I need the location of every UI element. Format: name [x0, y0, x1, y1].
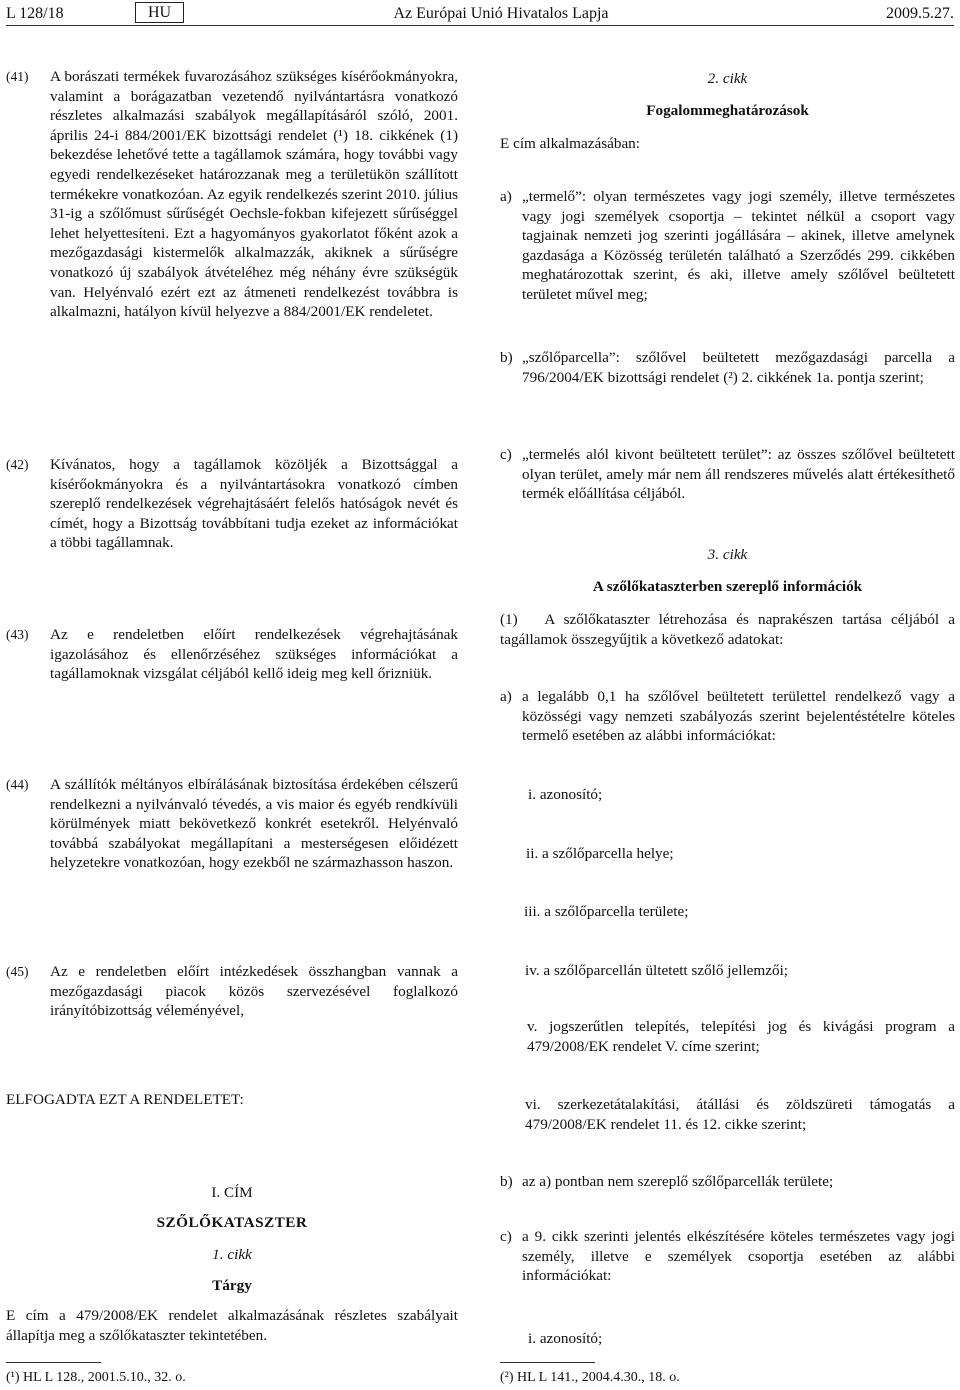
article-1-text: E cím a 479/2008/EK rendelet alkalmazásának részletes szabályait állapítja meg a szőlőkataszter tekintetében. [6, 1307, 458, 1344]
recital-44 [6, 775, 458, 873]
recital-text: Kívánatos, hogy a tagállamok közöljék a Bizottsággal a kísérőokmányokra és a nyilvántartásokra vonatkozó címben szereplő rendelkezések végrehajtásáért felelős hatóságok nevét és címét, hogy a Bizottság továbbítani tudja ezeket az információkat a többi tagállamnak. [50, 456, 458, 552]
subitem-vi [525, 1095, 955, 1134]
article-1-number: 1. cikk [212, 1246, 252, 1263]
subitem-text: vi. szerkezetátalakítási, átállási és zöldszüreti támogatás a 479/2008/EK rendelet 11. és 12. cikke szerint; [525, 1096, 955, 1133]
article-3-title: A szőlőkataszterben szereplő információk [592, 578, 863, 595]
article-2-title: Fogalommeghatározások [646, 102, 809, 119]
recital-41 [6, 67, 458, 322]
subitem-iv: iv. a szőlőparcellán ültetett szőlő jellemzői; [525, 962, 789, 979]
title-name: SZŐLŐKATASZTER [156, 1214, 308, 1231]
subitem-ii: ii. a szőlőparcella helye; [526, 845, 674, 862]
footnote-divider [6, 1362, 101, 1363]
subitem-v [527, 1017, 955, 1056]
definition-b [500, 348, 955, 387]
header-divider [6, 25, 954, 26]
recital-number: (42) [6, 457, 29, 472]
language-badge: HU [135, 2, 184, 23]
article-3-number: 3. cikk [707, 546, 748, 563]
publication-date: 2009.5.27. [886, 5, 954, 22]
recital-number: (41) [6, 69, 29, 84]
article-1-title: Tárgy [212, 1277, 252, 1294]
footnote-1: (¹) HL L 128., 2001.5.10., 32. o. [6, 1370, 186, 1385]
article-3-item-a [500, 687, 955, 746]
recital-45 [6, 962, 458, 1021]
c-subitem-i: i. azonosító; [528, 1330, 603, 1347]
footnote-divider [500, 1362, 595, 1363]
page-reference: L 128/18 [6, 5, 64, 22]
journal-title: Az Európai Unió Hivatalos Lapja [393, 5, 609, 22]
item-text: „szőlőparcella”: szőlővel beültetett mezőgazdasági parcella a 796/2004/EK bizottsági rendelet (²) 2. cikkének 1a. pontja szerint; [522, 349, 955, 386]
title-number: I. CÍM [211, 1184, 253, 1201]
item-text: a legalább 0,1 ha szőlővel beültetett területtel rendelkező vagy a közösségi vagy nemzeti szabályozás szerint bejelentéstételre köteles termelő esetében az alábbi információkat: [522, 688, 955, 745]
item-label: a) [500, 688, 512, 705]
definition-c [500, 445, 955, 504]
recital-number: (44) [6, 777, 29, 792]
item-text: „termelés alól kivont beültetett terület”: az összes szőlővel beültetett olyan terület, amely már nem áll rendszeres művelés alatt értékesíthető termék előállítása céljából. [522, 446, 955, 503]
item-label: b) [500, 1173, 513, 1190]
recital-number: (45) [6, 964, 29, 979]
item-text: a 9. cikk szerinti jelentés elkészítésére köteles természetes vagy jogi személy, illetve e személyek csoportja esetében az alábbi információkat: [522, 1228, 955, 1285]
recital-text: Az e rendeletben előírt rendelkezések végrehajtásának igazolásához és ellenőrzéséhez szükséges információkat a tagállamoknak vizsgálat céljából kellő ideig meg kell őrizniük. [50, 626, 458, 683]
article-3-item-b [500, 1172, 955, 1192]
item-label: b) [500, 349, 513, 366]
recital-text: A szállítók méltányos elbírálásának biztosítása érdekében célszerű rendelkezni a nyilvánvaló tévedés, a vis maior és egyéb rendkívüli körülmények miatt bekövetkező konkrét esetekről. Helyénvaló továbbá szabályokat megállapítani a mesterségesen előidézett helyzetekre vonatkozóan, hogy ezekből ne származhasson haszon. [50, 776, 458, 872]
item-text: „termelő”: olyan természetes vagy jogi személy, illetve természetes vagy jogi személyek csoportja – tekintet nélkül a csoport vagy tagjainak nemzeti jog szerinti jogállására – akinek, illetve amelynek gazdasága a Közösség területén található a Szerződés 299. cikkében meghatározottak szerint, és aki, illetve amely szőlővel beültetett területet művel meg; [522, 188, 955, 303]
recital-42 [6, 455, 458, 553]
definition-a [500, 187, 955, 305]
recital-43 [6, 625, 458, 684]
article-3-paragraph-1: (1) A szőlőkataszter létrehozása és naprakészen tartása céljából a tagállamok összegyűjtik a következő adatokat: [500, 611, 959, 648]
recital-text: Az e rendeletben előírt intézkedések összhangban vannak a mezőgazdasági piacok közös szervezésével foglalkozó irányítóbizottság véleményével, [50, 963, 458, 1020]
recital-text: A borászati termékek fuvarozásához szükséges kísérőokmányokra, valamint a borágazatban vezetendő nyilvántartásra vonatkozó részletes alkalmazási szabályok megállapításáról szóló, 2001. április 24-i 884/2001/EK bizottsági rendelet (¹) 18. cikkének (1) bekezdése lehetővé tette a tagállamok számára, hogy további vagy egyedi rendelkezéseket határozzanak meg a területükön szállított termékekre vonatkozóan. Az egyik rendelkezés szerint 2010. július 31-ig a szőlőmust sűrűségét Oechsle-fokban kifejezett sűrűséggel lehet helyettesíteni. Ezt a hagyományos gyakorlatot főként azok a mezőgazdasági kistermelők alkalmazzák, akiknek a sűrűségre vonatkozó új szabályok átvételéhez még néhány évre szükségük van. Helyénvaló ezért ezt az átmeneti rendelkezést továbbra is alkalmazni, hatályon kívül helyezve a 884/2001/EK rendeletet. [50, 68, 458, 321]
adoption-formula: ELFOGADTA EZT A RENDELETET: [6, 1091, 244, 1108]
article-3-item-c [500, 1227, 955, 1286]
item-label: c) [500, 446, 512, 463]
article-2-number: 2. cikk [707, 70, 748, 87]
page-header [6, 2, 954, 24]
item-label: c) [500, 1228, 512, 1245]
subitem-i: i. azonosító; [528, 786, 603, 803]
item-text: az a) pontban nem szereplő szőlőparcellák területe; [522, 1173, 834, 1190]
article-2-intro: E cím alkalmazásában: [500, 135, 640, 152]
footnote-2: (²) HL L 141., 2004.4.30., 18. o. [500, 1370, 680, 1385]
item-label: a) [500, 188, 512, 205]
subitem-text: v. jogszerűtlen telepítés, telepítési jog és kivágási program a 479/2008/EK rendelet V. címe szerint; [527, 1018, 955, 1055]
recital-number: (43) [6, 627, 29, 642]
subitem-iii: iii. a szőlőparcella területe; [524, 903, 689, 920]
